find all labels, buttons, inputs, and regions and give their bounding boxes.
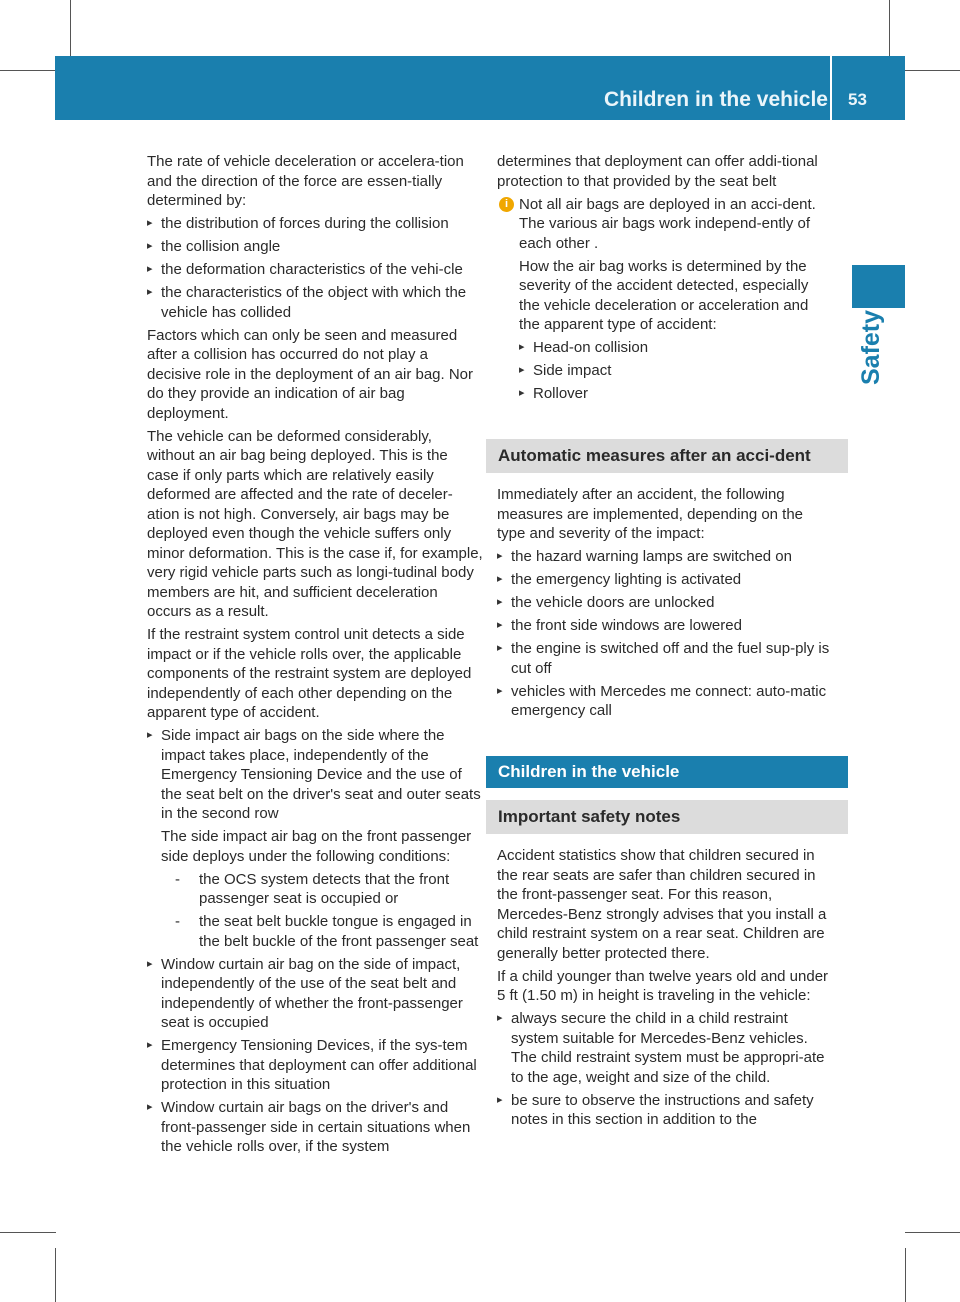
bullet-item: ▸ the distribution of forces during the collision [147,214,483,234]
left-column [147,152,483,1160]
paragraph: Immediately after an accident, the following measures are implemented, depending on the type and severity of the impact: [497,486,804,542]
bullet-item: ▸ Window curtain air bag on the side of impact, independently of the use of the seat belt and independently of whether the front-passenger seat is occupied [147,955,483,1033]
right-column [497,152,833,1133]
bullet-item: ▸ Side impact [519,361,833,381]
paragraph: Factors which can only be seen and measured after a collision has occurred do not play a decisive role in the deployment of an air bag. Nor do they provide an indication of air bag deployment. [147,326,474,422]
crop-mark [55,1248,56,1302]
bullet-item: ▸ always secure the child in a child restraint system suitable for Mercedes-Benz vehicles. The child restraint system must be appropri-ate to the age, weight and size of the child. [497,1009,833,1087]
bullet-item: ▸ the front side windows are lowered [497,616,833,636]
header-divider [830,56,832,120]
bullet-item: ▸ the engine is switched off and the fuel sup-ply is cut off [497,639,833,678]
section-tab-marker [852,265,905,308]
note-text: Not all air bags are deployed in an acci-dent. The various air bags work independ-ently of each other . [519,195,816,252]
bullet-item: ▸ vehicles with Mercedes me connect: auto-matic emergency call [497,682,833,721]
crop-mark [905,70,960,71]
page-number: 53 [848,90,867,109]
info-icon: i [499,197,514,212]
bullet-item: ▸ Side impact air bags on the side where the impact takes place, independently of the Emergency Tensioning Device and the use of the seat belt on the driver's seat and outer seats in the second row [147,726,483,824]
paragraph: determines that deployment can offer addi-tional protection to that provided by the seat belt [497,153,818,190]
bullet-item: ▸ the emergency lighting is activated [497,570,833,590]
paragraph: If the restraint system control unit detects a side impact or if the vehicle rolls over, the applicable components of the restraint system are deployed independently of each other depending on the apparent type of accident. [147,626,472,721]
section-heading: Automatic measures after an acci-dent [486,439,848,473]
paragraph: The vehicle can be deformed considerably, without an air bag being deployed. This is the case if only parts which are relatively easily deformed are affected and the rate of deceler-ation is not high. Conversely, air bags may be deployed even though the vehicle suffers only minor deformation. This is the case if, for example, very rigid vehicle parts such as longi-tudinal body members are hit, and sufficient deceleration occurs as a result. [147,427,483,620]
paragraph: The rate of vehicle deceleration or accelera-tion and the direction of the force are essen-tially determined by: [147,153,464,209]
bullet-item: ▸ Rollover [519,384,833,404]
bullet-item: ▸ the collision angle [147,237,483,257]
crop-mark [0,1232,56,1233]
crop-mark [889,0,890,56]
paragraph: Accident statistics show that children secured in the rear seats are safer than children secured in the front-passenger seat. For this reason, Mercedes-Benz strongly advises that you install a child restraint system on a rear seat. Children are generally better protected there. [497,847,827,962]
page-title: Children in the vehicle [603,88,828,111]
crop-mark [905,1248,906,1302]
bullet-item: ▸ the vehicle doors are unlocked [497,593,833,613]
crop-mark [70,0,71,56]
crop-mark [0,70,56,71]
bullet-item: ▸ the deformation characteristics of the vehi-cle [147,260,483,280]
note-text: How the air bag works is determined by the severity of the accident detected, especially the vehicle deceleration or acceleration and the apparent type of accident: [519,257,809,333]
section-label: Safety [857,309,885,385]
bullet-item: ▸ Window curtain air bags on the driver's and front-passenger side in certain situations when the vehicle rolls over, if the system [147,1098,483,1157]
bullet-item: ▸ the characteristics of the object with which the vehicle has collided [147,283,483,322]
bullet-item: ▸ Emergency Tensioning Devices, if the sys-tem determines that deployment can offer additional protection in this situation [147,1036,483,1095]
info-note [497,195,833,404]
dash-item: - the seat belt buckle tongue is engaged in the belt buckle of the front passenger seat [161,912,483,951]
sub-paragraph: The side impact air bag on the front passenger side deploys under the following conditions: [161,828,472,865]
bullet-item: ▸ Head-on collision [519,338,833,358]
crop-mark [905,1232,960,1233]
section-heading: Important safety notes [486,800,848,834]
dash-item: - the OCS system detects that the front passenger seat is occupied or [161,870,483,909]
chapter-heading: Children in the vehicle [486,756,848,788]
bullet-item: ▸ the hazard warning lamps are switched on [497,547,833,567]
bullet-item: ▸ be sure to observe the instructions and safety notes in this section in addition to the [497,1091,833,1130]
paragraph: If a child younger than twelve years old and under 5 ft (1.50 m) in height is traveling in the vehicle: [497,967,829,1004]
